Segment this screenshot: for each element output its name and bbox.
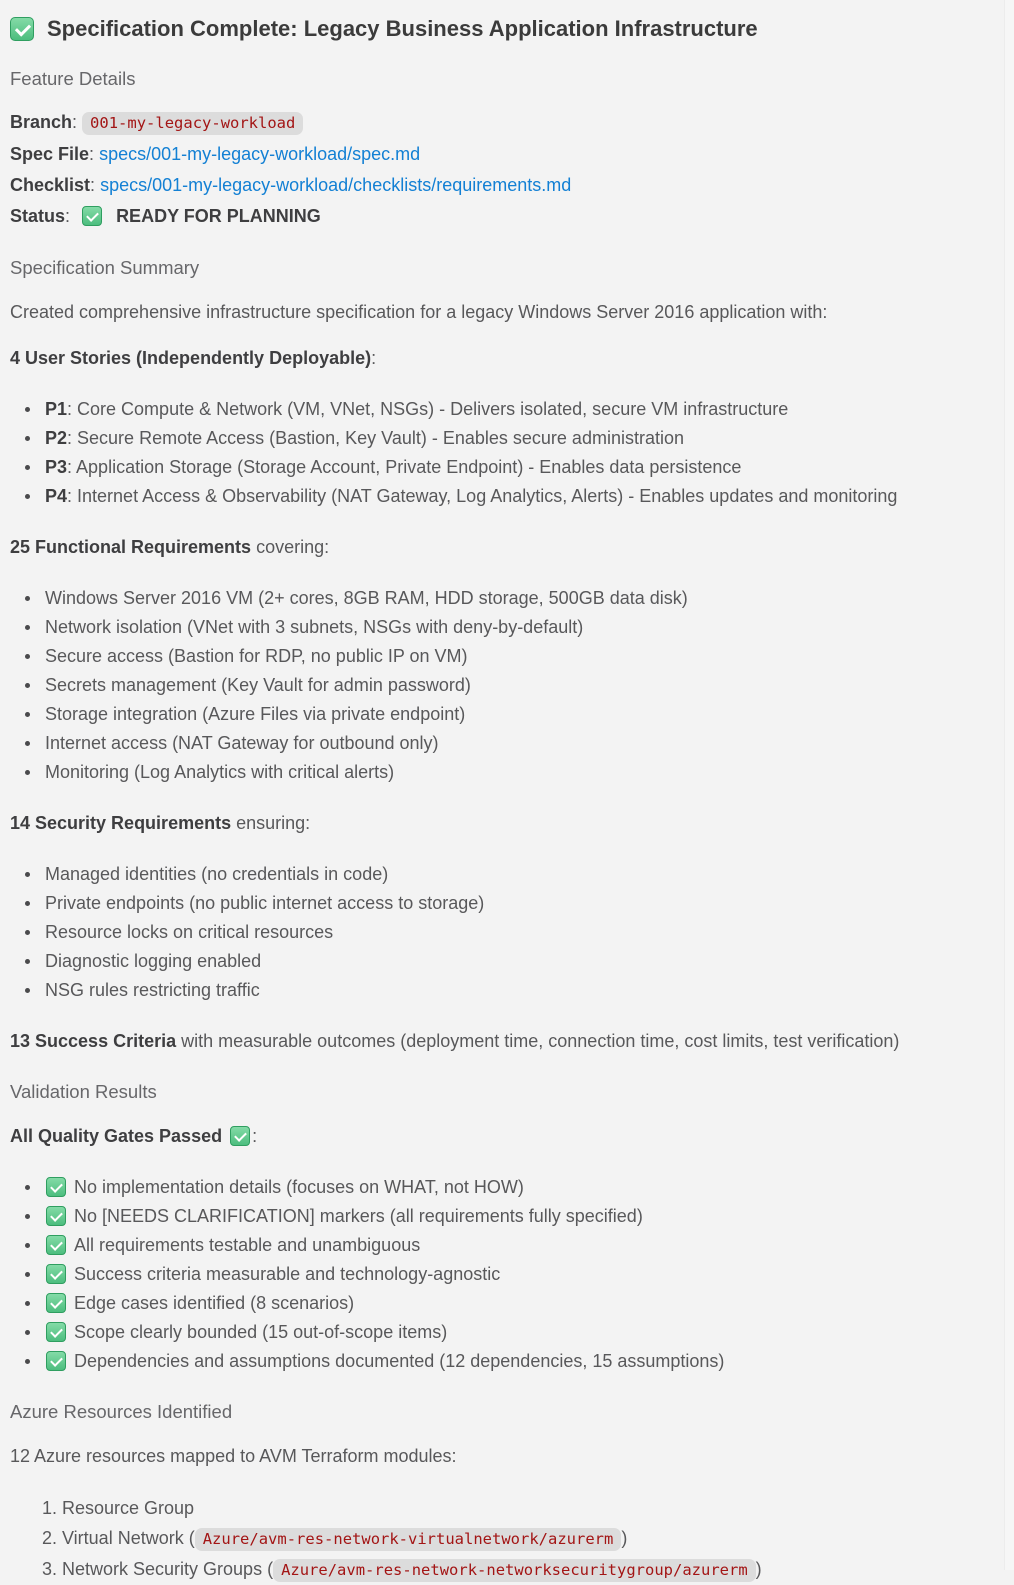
list-item — [34, 395, 1000, 424]
functional-title-suffix: covering: — [251, 537, 330, 557]
quality-gates-suffix: : — [252, 1126, 258, 1146]
list-item: Resource locks on critical resources — [34, 918, 1000, 947]
azure-heading: Azure Resources Identified — [10, 1401, 233, 1422]
list-item — [34, 1231, 1000, 1260]
resource-suffix: ) — [621, 1528, 628, 1548]
check-icon — [10, 17, 34, 41]
azure-resources-list — [10, 1493, 1000, 1585]
success-criteria-bold: 13 Success Criteria — [10, 1031, 177, 1051]
story-text: : Internet Access & Observability (NAT Gateway, Log Analytics, Alerts) - Enables updates and monitoring — [67, 486, 898, 506]
summary-heading: Specification Summary — [10, 257, 200, 278]
checklist-link[interactable]: specs/001-my-legacy-workload/checklists/requirements.md — [100, 175, 572, 195]
list-item: NSG rules restricting traffic — [34, 976, 1000, 1005]
status-row — [10, 201, 1000, 232]
list-item — [62, 1493, 1000, 1523]
user-stories-title-bold: 4 User Stories (Independently Deployable) — [10, 348, 372, 368]
story-text: : Secure Remote Access (Bastion, Key Vault) - Enables secure administration — [67, 428, 684, 448]
list-item: Internet access (NAT Gateway for outbound only) — [34, 729, 1000, 758]
list-item: Storage integration (Azure Files via private endpoint) — [34, 700, 1000, 729]
list-item — [34, 1318, 1000, 1347]
check-icon — [46, 1293, 66, 1313]
functional-title — [10, 533, 1000, 562]
security-title-bold: 14 Security Requirements — [10, 813, 232, 833]
check-icon — [46, 1322, 66, 1342]
list-item — [34, 482, 1000, 511]
branch-label: Branch — [10, 112, 73, 132]
gate-text: No [NEEDS CLARIFICATION] markers (all requirements fully specified) — [74, 1206, 643, 1226]
story-id: P4 — [45, 486, 68, 506]
gate-text: Scope clearly bounded (15 out-of-scope items) — [74, 1322, 448, 1342]
list-item: Secrets management (Key Vault for admin password) — [34, 671, 1000, 700]
functional-list — [10, 584, 1000, 787]
scrollbar-track[interactable] — [1004, 0, 1014, 1570]
page-title — [10, 12, 1000, 46]
story-id: P2 — [45, 428, 68, 448]
branch-code-chip: 001-my-legacy-workload — [82, 112, 303, 135]
gate-text: All requirements testable and unambiguous — [74, 1235, 421, 1255]
feature-details-heading: Feature Details — [10, 68, 136, 89]
list-item — [34, 1173, 1000, 1202]
story-id: P3 — [45, 457, 68, 477]
list-item — [34, 453, 1000, 482]
check-icon — [46, 1206, 66, 1226]
spec-file-row — [10, 139, 1000, 170]
quality-gates-title — [10, 1122, 1000, 1151]
security-list — [10, 860, 1000, 1005]
status-label: Status — [10, 206, 66, 226]
user-stories-title-suffix: : — [371, 348, 377, 368]
gate-text: Dependencies and assumptions documented (12 dependencies, 15 assumptions) — [74, 1351, 725, 1371]
check-icon — [82, 206, 102, 226]
list-item — [34, 1202, 1000, 1231]
separator: : — [72, 112, 78, 132]
status-value: READY FOR PLANNING — [116, 206, 321, 226]
functional-title-bold: 25 Functional Requirements — [10, 537, 252, 557]
list-item — [62, 1523, 1000, 1554]
page-title-text: Specification Complete: Legacy Business Application Infrastructure — [47, 16, 758, 41]
module-code-chip: Azure/avm-res-network-networksecuritygroup/azurerm — [273, 1559, 756, 1582]
spec-file-label: Spec File — [10, 144, 90, 164]
story-id: P1 — [45, 399, 68, 419]
check-icon — [46, 1264, 66, 1284]
check-icon — [230, 1126, 250, 1146]
story-text: : Core Compute & Network (VM, VNet, NSGs) - Delivers isolated, secure VM infrastructure — [67, 399, 789, 419]
list-item — [34, 1347, 1000, 1376]
resource-name: Virtual Network ( — [62, 1528, 195, 1548]
list-item — [34, 424, 1000, 453]
feature-details-block — [10, 107, 1000, 232]
list-item: Monitoring (Log Analytics with critical alerts) — [34, 758, 1000, 787]
validation-heading: Validation Results — [10, 1081, 157, 1102]
list-item: Secure access (Bastion for RDP, no public IP on VM) — [34, 642, 1000, 671]
gate-text: Edge cases identified (8 scenarios) — [74, 1293, 355, 1313]
story-text: : Application Storage (Storage Account, Private Endpoint) - Enables data persistence — [67, 457, 742, 477]
list-item — [34, 1289, 1000, 1318]
list-item: Windows Server 2016 VM (2+ cores, 8GB RAM, HDD storage, 500GB data disk) — [34, 584, 1000, 613]
branch-row — [10, 107, 1000, 139]
list-item: Diagnostic logging enabled — [34, 947, 1000, 976]
module-code-chip: Azure/avm-res-network-virtualnetwork/azurerm — [195, 1528, 622, 1551]
resource-name: Resource Group — [62, 1498, 195, 1518]
separator: : — [65, 206, 71, 226]
list-item — [34, 1260, 1000, 1289]
user-stories-title — [10, 344, 1000, 373]
checklist-label: Checklist — [10, 175, 91, 195]
separator: : — [89, 144, 95, 164]
success-criteria-text: with measurable outcomes (deployment time, connection time, cost limits, test verification) — [176, 1031, 900, 1051]
check-icon — [46, 1235, 66, 1255]
resource-suffix: ) — [755, 1559, 762, 1579]
list-item: Managed identities (no credentials in code) — [34, 860, 1000, 889]
security-title-suffix: ensuring: — [231, 813, 311, 833]
success-criteria-line — [10, 1027, 1000, 1056]
check-icon — [46, 1351, 66, 1371]
checklist-row — [10, 170, 1000, 201]
user-stories-list — [10, 395, 1000, 511]
security-title — [10, 809, 1000, 838]
list-item: Network isolation (VNet with 3 subnets, NSGs with deny-by-default) — [34, 613, 1000, 642]
gate-text: No implementation details (focuses on WHAT, not HOW) — [74, 1177, 524, 1197]
quality-gates-list — [10, 1173, 1000, 1376]
list-item: Private endpoints (no public internet access to storage) — [34, 889, 1000, 918]
spec-file-link[interactable]: specs/001-my-legacy-workload/spec.md — [99, 144, 421, 164]
separator: : — [90, 175, 96, 195]
resource-name: Network Security Groups ( — [62, 1559, 274, 1579]
check-icon — [46, 1177, 66, 1197]
quality-gates-bold: All Quality Gates Passed — [10, 1126, 223, 1146]
gate-text: Success criteria measurable and technology-agnostic — [74, 1264, 501, 1284]
azure-intro: 12 Azure resources mapped to AVM Terraform modules: — [10, 1446, 457, 1466]
summary-intro: Created comprehensive infrastructure specification for a legacy Windows Server 2016 application with: — [10, 302, 828, 322]
